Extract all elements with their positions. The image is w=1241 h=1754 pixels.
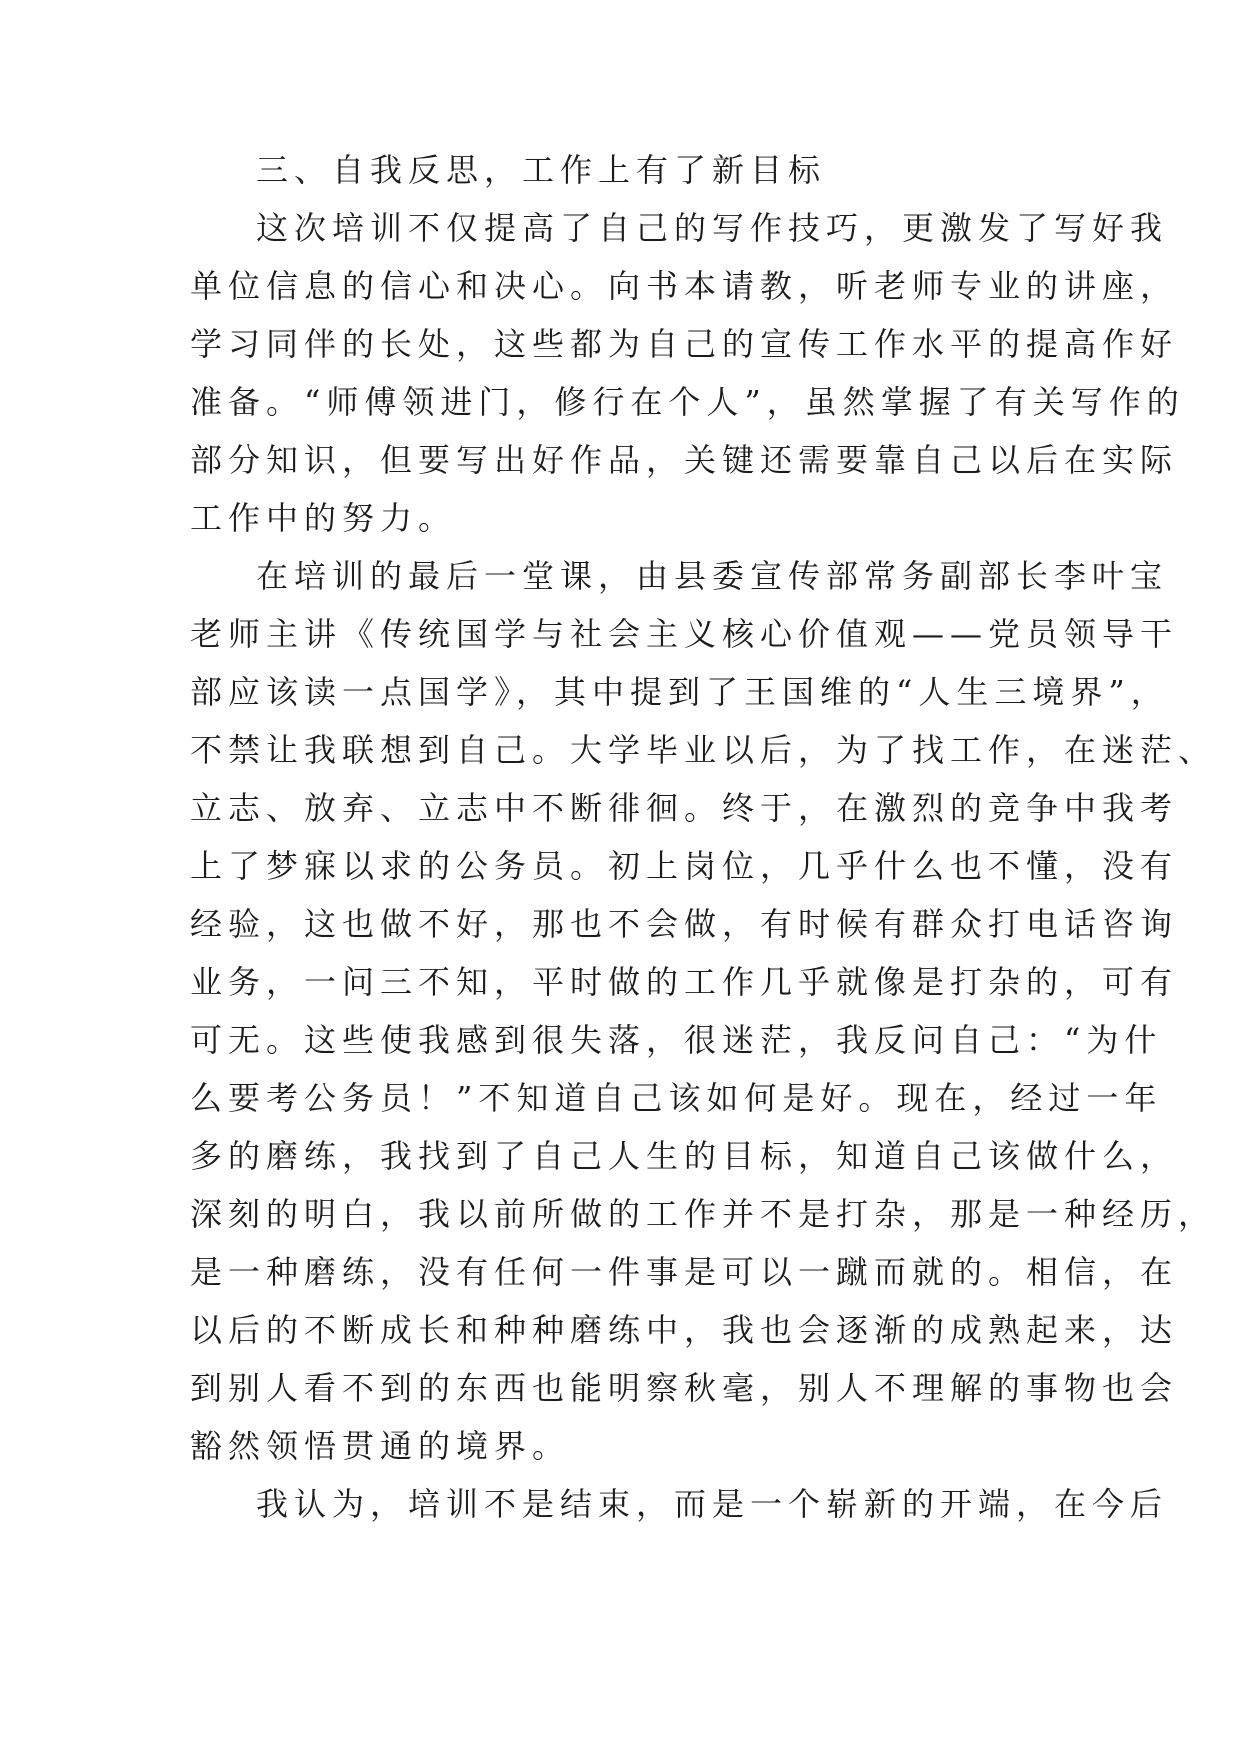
paragraph-2-line-6: 上了梦寐以求的公务员。初上岗位，几乎什么也不懂，没有 <box>190 847 1179 885</box>
paragraph-2-line-14: 以后的不断成长和种种磨练中，我也会逐渐的成熟起来，达 <box>190 1311 1179 1349</box>
section-heading: 三、自我反思，工作上有了新目标 <box>256 151 827 189</box>
paragraph-2-line-12: 深刻的明白，我以前所做的工作并不是打杂，那是一种经历， <box>190 1195 1217 1233</box>
paragraph-2-line-3: 部应该读一点国学》，其中提到了王国维的“人生三境界”， <box>190 673 1169 711</box>
paragraph-2-line-9: 可无。这些使我感到很失落，很迷茫，我反问自己：“为什 <box>190 1021 1163 1059</box>
paragraph-2-line-10: 么要考公务员！”不知道自己该如何是好。现在，经过一年 <box>190 1079 1163 1117</box>
paragraph-1-line-2: 单位信息的信心和决心。向书本请教，听老师专业的讲座， <box>190 267 1179 305</box>
paragraph-2-line-7: 经验，这也做不好，那也不会做，有时候有群众打电话咨询 <box>190 905 1179 943</box>
paragraph-2-line-13: 是一种磨练，没有任何一件事是可以一蹴而就的。相信，在 <box>190 1253 1179 1291</box>
paragraph-2-line-15: 到别人看不到的东西也能明察秋毫，别人不理解的事物也会 <box>190 1369 1179 1407</box>
paragraph-2-line-8: 业务，一问三不知，平时做的工作几乎就像是打杂的，可有 <box>190 963 1179 1001</box>
paragraph-2-line-4: 不禁让我联想到自己。大学毕业以后，为了找工作，在迷茫、 <box>190 731 1217 769</box>
paragraph-3-line-1: 我认为，培训不是结束，而是一个崭新的开端，在今后 <box>256 1485 1169 1523</box>
paragraph-1-line-4: 准备。“师傅领进门，修行在个人”，虽然掌握了有关写作的 <box>190 383 1185 421</box>
paragraph-1-line-1: 这次培训不仅提高了自己的写作技巧，更激发了写好我 <box>256 209 1169 247</box>
paragraph-2-line-5: 立志、放弃、立志中不断徘徊。终于，在激烈的竞争中我考 <box>190 789 1179 827</box>
paragraph-2-line-1: 在培训的最后一堂课，由县委宣传部常务副部长李叶宝 <box>256 557 1169 595</box>
paragraph-2-line-16: 豁然领悟贯通的境界。 <box>190 1427 571 1465</box>
paragraph-1-line-3: 学习同伴的长处，这些都为自己的宣传工作水平的提高作好 <box>190 325 1179 363</box>
paragraph-2-line-11: 多的磨练，我找到了自己人生的目标，知道自己该做什么， <box>190 1137 1179 1175</box>
paragraph-1-line-5: 部分知识，但要写出好作品，关键还需要靠自己以后在实际 <box>190 441 1179 479</box>
paragraph-1-line-6: 工作中的努力。 <box>190 499 457 537</box>
paragraph-2-line-2: 老师主讲《传统国学与社会主义核心价值观——党员领导干 <box>190 615 1179 653</box>
